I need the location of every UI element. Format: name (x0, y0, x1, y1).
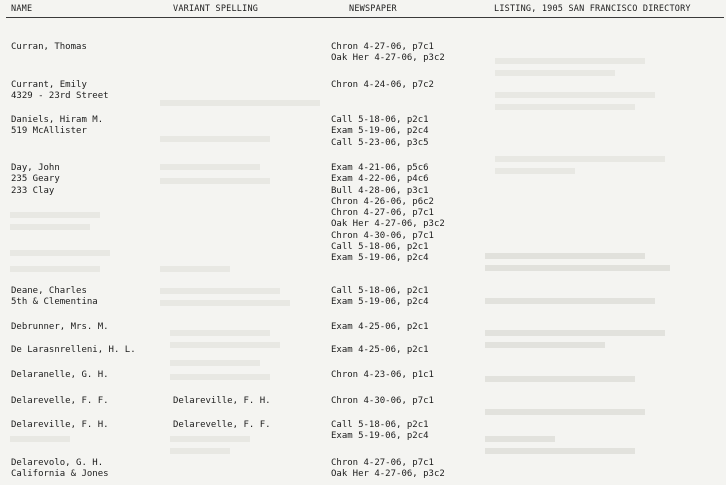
entry-name-cell (11, 286, 98, 309)
entry-address-line: 235 Geary (11, 174, 60, 185)
entry-address-line: 233 Clay (11, 185, 55, 196)
variant-spelling: Delareville, F. H. (173, 396, 271, 406)
newspaper-citation: Exam 5-19-06, p2c4 (331, 297, 429, 308)
newspaper-citation: Oak Her 4-27-06, p3c2 (331, 53, 445, 64)
header-variant-spelling: VARIANT SPELLING (173, 4, 259, 14)
newspaper-citation: Chron 4-30-06, p7c1 (331, 396, 434, 406)
entry-newspaper-cell (331, 115, 429, 149)
entry-name-line: Deane, Charles (11, 286, 87, 296)
newspaper-citation: Exam 5-19-06, p2c4 (331, 431, 429, 442)
newspaper-citation: Call 5-23-06, p3c5 (331, 137, 429, 148)
newspaper-citation: Exam 4-22-06, p4c6 (331, 174, 429, 185)
entry-name-line: Daniels, Hiram M. (11, 115, 104, 125)
header-newspaper: NEWSPAPER (349, 4, 397, 14)
entry-name-line: Curran, Thomas (11, 42, 87, 52)
entry-name-line: Delareville, F. H. (11, 420, 109, 430)
entry-newspaper-cell (331, 420, 429, 443)
newspaper-citation: Call 5-18-06, p2c1 (331, 242, 429, 253)
newspaper-citation: Call 5-18-06, p2c1 (331, 286, 429, 296)
entry-variant-cell (173, 420, 271, 431)
entry-name-line: Day, John (11, 163, 60, 173)
entry-name-line: Delaranelle, G. H. (11, 370, 109, 380)
entry-newspaper-cell (331, 396, 434, 407)
newspaper-citation: Chron 4-30-06, p7c1 (331, 230, 434, 241)
entry-name-cell (11, 322, 109, 333)
entry-address-line: 519 McAllister (11, 126, 87, 137)
entry-name-cell (11, 420, 109, 431)
entry-name-cell (11, 458, 109, 481)
entry-address-line: 4329 - 23rd Street (11, 91, 109, 102)
entry-newspaper-cell (331, 458, 445, 481)
entry-name-cell (11, 80, 109, 103)
newspaper-citation: Oak Her 4-27-06, p3c2 (331, 469, 445, 480)
entry-name-cell (11, 42, 87, 53)
entry-name-cell (11, 345, 136, 356)
entry-newspaper-cell (331, 322, 429, 333)
entry-address-line: California & Jones (11, 469, 109, 480)
entry-name-cell (11, 115, 103, 138)
newspaper-citation: Exam 4-25-06, p2c1 (331, 345, 429, 355)
entry-name-cell (11, 370, 109, 381)
entry-name-line: Delarevolo, G. H. (11, 458, 104, 468)
newspaper-citation: Call 5-18-06, p2c1 (331, 420, 429, 430)
entry-address-line: 5th & Clementina (11, 297, 98, 308)
header-name: NAME (11, 4, 33, 14)
newspaper-citation: Exam 4-25-06, p2c1 (331, 322, 429, 332)
entry-name-cell (11, 163, 60, 197)
newspaper-citation: Call 5-18-06, p2c1 (331, 115, 429, 125)
entry-newspaper-cell (331, 163, 445, 265)
newspaper-citation: Chron 4-24-06, p7c2 (331, 80, 434, 90)
newspaper-citation: Chron 4-23-06, p1c1 (331, 370, 434, 380)
newspaper-citation: Oak Her 4-27-06, p3c2 (331, 219, 445, 230)
newspaper-citation: Chron 4-26-06, p6c2 (331, 196, 434, 207)
entry-newspaper-cell (331, 345, 429, 356)
entry-name-line: Currant, Emily (11, 80, 87, 90)
entry-newspaper-cell (331, 286, 429, 309)
entry-name-line: Debrunner, Mrs. M. (11, 322, 109, 332)
newspaper-citation: Chron 4-27-06, p7c1 (331, 458, 434, 468)
entry-newspaper-cell (331, 370, 434, 381)
newspaper-citation: Exam 5-19-06, p2c4 (331, 126, 429, 137)
entry-variant-cell (173, 396, 271, 407)
variant-spelling: Delarevelle, F. F. (173, 420, 271, 430)
newspaper-citation: Exam 4-21-06, p5c6 (331, 163, 429, 173)
newspaper-citation: Chron 4-27-06, p7c1 (331, 42, 434, 52)
entry-name-line: De Larasnrelleni, H. L. (11, 345, 136, 355)
entry-newspaper-cell (331, 80, 434, 91)
entry-name-cell (11, 396, 109, 407)
newspaper-citation: Exam 5-19-06, p2c4 (331, 253, 429, 264)
entry-newspaper-cell (331, 42, 445, 65)
entry-name-line: Delarevelle, F. F. (11, 396, 109, 406)
header-directory-listing: LISTING, 1905 SAN FRANCISCO DIRECTORY (494, 4, 691, 14)
newspaper-citation: Chron 4-27-06, p7c1 (331, 208, 434, 219)
newspaper-citation: Bull 4-28-06, p3c1 (331, 185, 429, 196)
